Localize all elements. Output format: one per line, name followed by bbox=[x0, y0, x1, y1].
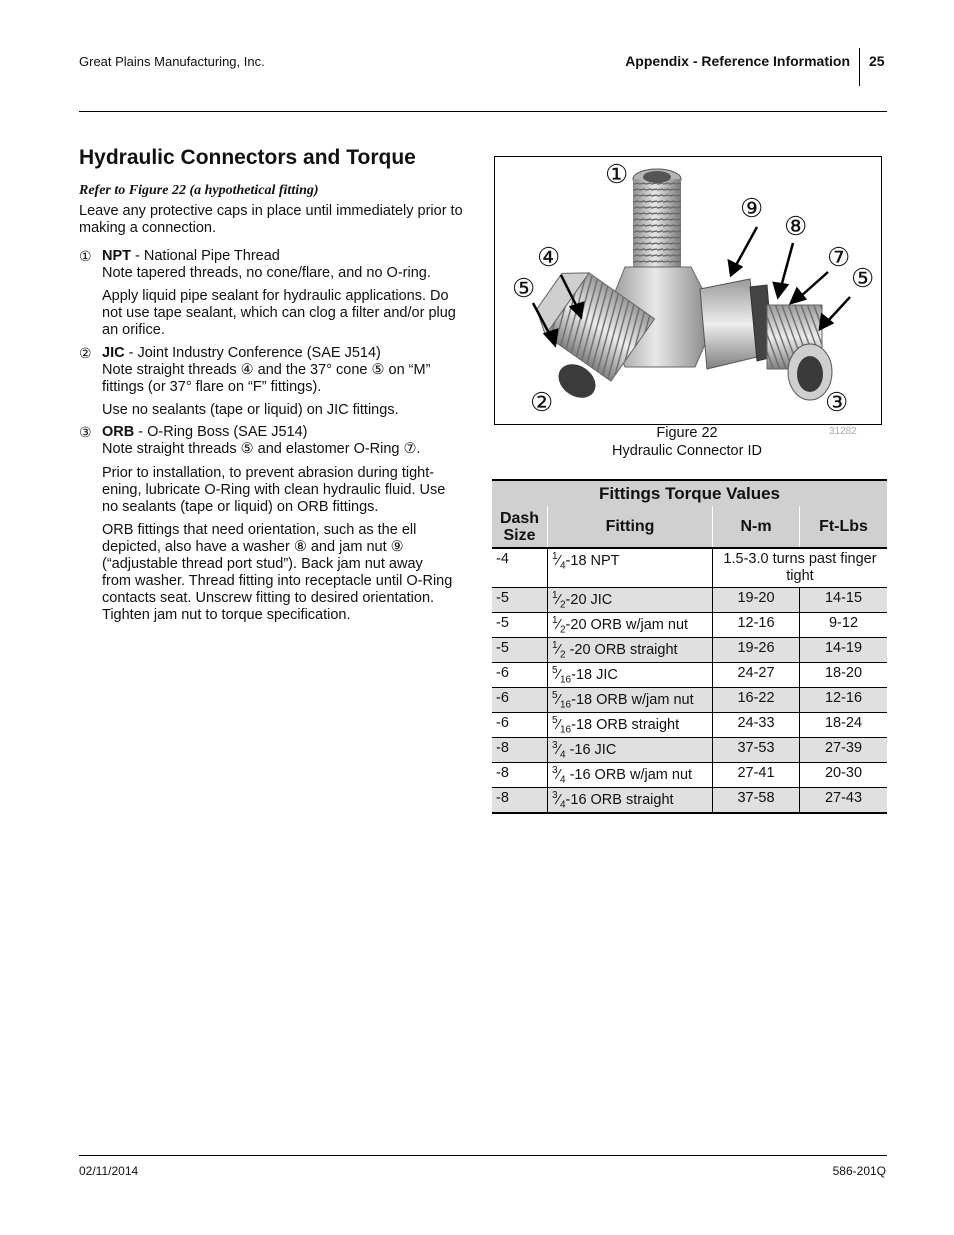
fraction-slash: ⁄ bbox=[557, 552, 560, 569]
table-row bbox=[492, 588, 887, 613]
fitting-spec: -18 NPT bbox=[565, 552, 620, 569]
fitting-spec: -16 ORB w/jam nut bbox=[565, 766, 693, 783]
fraction-slash: ⁄ bbox=[557, 791, 560, 808]
fraction-denominator: 16 bbox=[559, 724, 572, 736]
hydraulic-fitting-image bbox=[495, 157, 881, 424]
figure-id: 31282 bbox=[829, 426, 857, 437]
cell-ftlbs: 14-19 bbox=[800, 638, 888, 663]
figure-22 bbox=[494, 156, 882, 425]
cell-ftlbs: 18-24 bbox=[800, 713, 888, 738]
cell-nm: 27-41 bbox=[713, 763, 800, 788]
table-row bbox=[492, 713, 887, 738]
cell-dash-size: -8 bbox=[492, 738, 548, 763]
fraction-numerator: 3 bbox=[552, 790, 558, 801]
cell-ftlbs: 27-39 bbox=[800, 738, 888, 763]
cell-ftlbs: 12-16 bbox=[800, 688, 888, 713]
fraction-slash: ⁄ bbox=[557, 666, 560, 683]
fraction-slash: ⁄ bbox=[557, 691, 560, 708]
callout-washer: ⑧ bbox=[784, 211, 808, 241]
callout-npt: ① bbox=[605, 159, 629, 189]
cell-ftlbs: 27-43 bbox=[800, 788, 888, 814]
header-section: Appendix - Reference Information bbox=[625, 53, 850, 69]
cell-dash-size: -6 bbox=[492, 688, 548, 713]
callout-jam-nut: ⑨ bbox=[740, 193, 764, 223]
cell-fitting bbox=[548, 713, 713, 738]
figure-title: Hydraulic Connector ID bbox=[612, 443, 762, 459]
fraction-numerator: 1 bbox=[552, 590, 558, 601]
cell-dash-size: -8 bbox=[492, 763, 548, 788]
fraction-denominator: 2 bbox=[559, 649, 566, 661]
fitting-spec: -20 ORB straight bbox=[565, 641, 678, 658]
intro-text: Leave any protective caps in place until immediately prior to making a connection. bbox=[79, 203, 463, 236]
cell-nm: 16-22 bbox=[713, 688, 800, 713]
table-row bbox=[492, 638, 887, 663]
fraction-slash: ⁄ bbox=[557, 716, 560, 733]
cell-fitting bbox=[548, 663, 713, 688]
item-term: ORB bbox=[102, 424, 135, 440]
cell-ftlbs: 14-15 bbox=[800, 588, 888, 613]
cell-fitting bbox=[548, 763, 713, 788]
cell-nm: 19-20 bbox=[713, 588, 800, 613]
fraction-denominator: 4 bbox=[559, 774, 566, 786]
cell-nm: 24-33 bbox=[713, 713, 800, 738]
fraction-slash: ⁄ bbox=[557, 616, 560, 633]
fitting-spec: -20 JIC bbox=[565, 591, 613, 608]
fraction-slash: ⁄ bbox=[557, 591, 560, 608]
figure-reference: Refer to Figure 22 (a hypothetical fitting) bbox=[79, 183, 319, 198]
fraction-denominator: 4 bbox=[559, 749, 566, 761]
header-rule bbox=[79, 111, 887, 112]
fraction-slash: ⁄ bbox=[557, 641, 560, 658]
fraction-denominator: 16 bbox=[559, 674, 572, 686]
callout-cone: ⑤ bbox=[512, 273, 536, 303]
col-ftlbs: Ft-Lbs bbox=[800, 506, 888, 548]
item-number: ③ bbox=[79, 424, 92, 440]
table-row bbox=[492, 763, 887, 788]
fitting-spec: -20 ORB w/jam nut bbox=[565, 616, 689, 633]
cell-fitting bbox=[548, 688, 713, 713]
cell-ftlbs: 9-12 bbox=[800, 613, 888, 638]
col-fitting: Fitting bbox=[548, 506, 713, 548]
item-definition: - Joint Industry Conference (SAE J514) bbox=[124, 345, 381, 361]
fraction-denominator: 2 bbox=[559, 624, 566, 636]
cell-nm: 37-58 bbox=[713, 788, 800, 814]
item-note: Note straight threads ⑤ and elastomer O-Ring ⑦. bbox=[102, 441, 421, 457]
fitting-spec: -18 ORB straight bbox=[571, 716, 680, 733]
cell-nm: 1.5-3.0 turns past finger tight bbox=[713, 548, 888, 588]
fraction-numerator: 1 bbox=[552, 640, 558, 651]
cell-dash-size: -6 bbox=[492, 663, 548, 688]
item-note: Note straight threads ④ and the 37° cone ⑤ on “M” fittings (or 37° flare on “F” fittings). bbox=[102, 362, 431, 395]
fraction-denominator: 2 bbox=[559, 599, 566, 611]
item-paragraph: Use no sealants (tape or liquid) on JIC fittings. bbox=[102, 402, 399, 418]
cell-dash-size: -4 bbox=[492, 548, 548, 588]
item-definition: - National Pipe Thread bbox=[131, 248, 280, 264]
fitting-spec: -18 ORB w/jam nut bbox=[571, 691, 694, 708]
page-number: 25 bbox=[869, 53, 885, 69]
fraction-numerator: 5 bbox=[552, 690, 558, 701]
col-nm: N-m bbox=[713, 506, 800, 548]
cell-fitting bbox=[548, 738, 713, 763]
page-title: Hydraulic Connectors and Torque bbox=[79, 146, 416, 169]
cell-fitting bbox=[548, 548, 713, 588]
item-note: Note tapered threads, no cone/flare, and no O-ring. bbox=[102, 265, 431, 281]
item-number: ① bbox=[79, 248, 92, 264]
cell-nm: 12-16 bbox=[713, 613, 800, 638]
footer-rule bbox=[79, 1155, 887, 1156]
cell-fitting bbox=[548, 588, 713, 613]
item-paragraph: ORB fittings that need orientation, such as the ell depicted, also have a washer ⑧ and jam nut ⑨ (“adjustable thread port stud”). Back jam nut away from washer. Thread fitting into receptacle until O-Ring contacts seat. Unscrew fitting to desired orientation. Tighten jam nut to torque specification. bbox=[102, 522, 453, 623]
table-row bbox=[492, 788, 887, 814]
cell-fitting bbox=[548, 788, 713, 814]
item-term: NPT bbox=[102, 248, 131, 264]
table-row bbox=[492, 738, 887, 763]
table-caption: Fittings Torque Values bbox=[492, 480, 887, 506]
item-definition: - O-Ring Boss (SAE J514) bbox=[134, 424, 308, 440]
cell-dash-size: -8 bbox=[492, 788, 548, 814]
table-body bbox=[492, 548, 887, 813]
fraction-slash: ⁄ bbox=[557, 741, 560, 758]
cell-nm: 19-26 bbox=[713, 638, 800, 663]
fraction-denominator: 4 bbox=[559, 560, 566, 572]
figure-number: Figure 22 bbox=[656, 425, 718, 441]
callout-orb-threads: ⑤ bbox=[851, 263, 875, 293]
footer-doc-number: 586-201Q bbox=[832, 1164, 886, 1178]
fraction-numerator: 5 bbox=[552, 715, 558, 726]
fraction-numerator: 1 bbox=[552, 551, 558, 562]
fraction-denominator: 4 bbox=[559, 799, 566, 811]
fraction-numerator: 5 bbox=[552, 665, 558, 676]
table-row bbox=[492, 663, 887, 688]
cell-nm: 37-53 bbox=[713, 738, 800, 763]
col-dash-size: Dash Size bbox=[492, 506, 548, 548]
fitting-spec: -16 ORB straight bbox=[565, 791, 674, 808]
cell-ftlbs: 20-30 bbox=[800, 763, 888, 788]
cell-nm: 24-27 bbox=[713, 663, 800, 688]
callout-orb: ③ bbox=[825, 387, 849, 417]
fraction-numerator: 3 bbox=[552, 765, 558, 776]
cell-ftlbs: 18-20 bbox=[800, 663, 888, 688]
fraction-denominator: 16 bbox=[559, 699, 572, 711]
cell-fitting bbox=[548, 638, 713, 663]
header-company: Great Plains Manufacturing, Inc. bbox=[79, 54, 265, 69]
callout-jic: ② bbox=[530, 387, 554, 417]
cell-dash-size: -5 bbox=[492, 638, 548, 663]
fraction-numerator: 1 bbox=[552, 615, 558, 626]
table-row bbox=[492, 613, 887, 638]
fraction-numerator: 3 bbox=[552, 740, 558, 751]
item-term: JIC bbox=[102, 345, 125, 361]
header-divider bbox=[859, 48, 860, 86]
item-paragraph: Apply liquid pipe sealant for hydraulic applications. Do not use tape sealant, which can clog a filter and/or plug an orifice. bbox=[102, 288, 456, 338]
callout-jic-threads: ④ bbox=[537, 242, 561, 272]
fitting-spec: -16 JIC bbox=[565, 741, 617, 758]
table-row bbox=[492, 548, 887, 588]
cell-dash-size: -5 bbox=[492, 588, 548, 613]
cell-dash-size: -6 bbox=[492, 713, 548, 738]
cell-dash-size: -5 bbox=[492, 613, 548, 638]
callout-o-ring: ⑦ bbox=[827, 242, 851, 272]
list-item bbox=[102, 424, 472, 458]
fitting-spec: -18 JIC bbox=[571, 666, 618, 683]
torque-table bbox=[492, 479, 887, 814]
footer-date: 02/11/2014 bbox=[79, 1164, 139, 1178]
figure-caption bbox=[494, 424, 880, 460]
cell-fitting bbox=[548, 613, 713, 638]
item-number: ② bbox=[79, 345, 92, 361]
item-paragraph: Prior to installation, to prevent abrasion during tight-ening, lubricate O-Ring with clean hydraulic fluid. Use no sealants (tape or liquid) on ORB fittings. bbox=[102, 465, 446, 515]
list-item bbox=[102, 248, 472, 282]
table-row bbox=[492, 688, 887, 713]
list-item bbox=[102, 345, 442, 396]
fraction-slash: ⁄ bbox=[557, 766, 560, 783]
